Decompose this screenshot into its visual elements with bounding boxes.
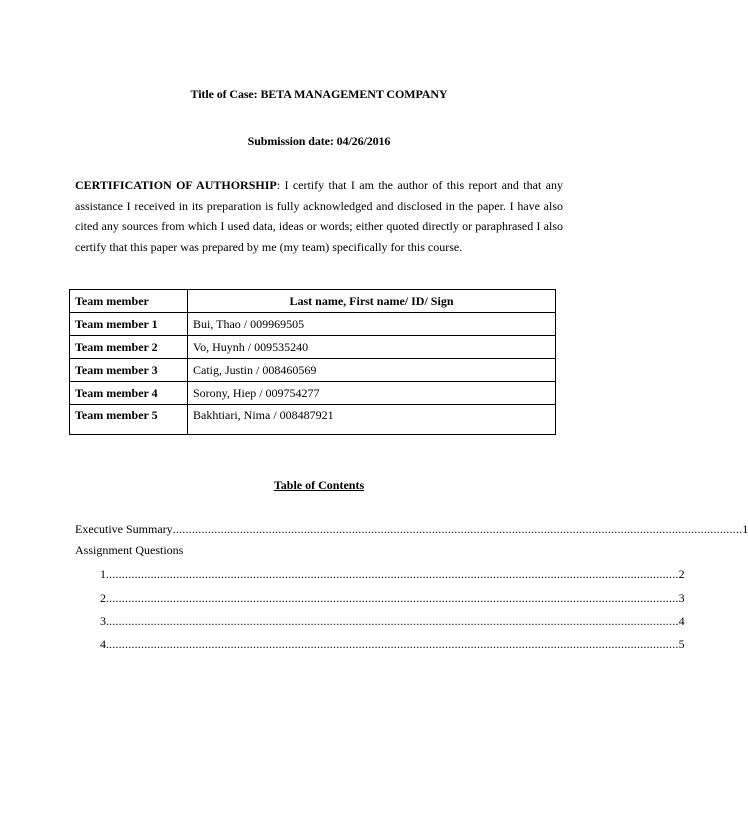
toc-entry-page: 5 <box>678 637 685 651</box>
table-row <box>70 336 556 359</box>
team-member-label: Team member 2 <box>70 336 188 359</box>
toc-entry-label: 3. <box>100 614 109 628</box>
toc-entry-label: 4. <box>100 637 109 651</box>
toc-entry-label: 2. <box>100 591 109 605</box>
team-member-label: Team member 3 <box>70 359 188 382</box>
toc-entry-executive-summary[interactable] <box>75 522 748 538</box>
team-table-header-row <box>70 290 556 313</box>
certification-paragraph <box>75 175 563 257</box>
team-member-info: Bui, Thao / 009969505 <box>188 313 556 336</box>
team-member-label: Team member 5 <box>70 405 188 435</box>
toc-entry-assignment-questions[interactable]: Assignment Questions <box>75 543 184 557</box>
team-table <box>69 289 556 435</box>
toc-entry-label: 1. <box>100 567 109 581</box>
toc-dot-leader: .................................................................................................................................................................................. <box>109 614 679 628</box>
toc-entry-page: 2 <box>678 567 685 581</box>
case-title: Title of Case: BETA MANAGEMENT COMPANY <box>190 87 448 101</box>
table-row <box>70 405 556 435</box>
certification-heading: CERTIFICATION OF AUTHORSHIP <box>75 178 277 192</box>
submission-date: Submission date: 04/26/2016 <box>247 134 391 148</box>
toc-entry-question-1[interactable] <box>100 567 685 583</box>
team-member-info: Catig, Justin / 008460569 <box>188 359 556 382</box>
team-member-label: Team member 1 <box>70 313 188 336</box>
toc-title: Table of Contents <box>273 478 365 492</box>
team-table-header-info: Last name, First name/ ID/ Sign <box>188 290 556 313</box>
toc-entry-page: 3 <box>678 591 685 605</box>
certification-text: : I certify that I am the author of this report and that any assistance I received in its preparation is fully acknowledged and disclosed in the paper. I have also cited any sources from which I used data, ideas or words; either quoted directly or paraphrased I also certify that this paper was prepared by me (my team) specifically for this course. <box>75 178 563 254</box>
table-row <box>70 359 556 382</box>
table-row <box>70 382 556 405</box>
toc-dot-leader: .................................................................................................................................................................................. <box>172 522 743 536</box>
toc-entry-page: 1 <box>742 522 748 536</box>
toc-entry-question-2[interactable] <box>100 591 685 607</box>
team-member-info: Vo, Huynh / 009535240 <box>188 336 556 359</box>
team-table-header-member: Team member <box>70 290 188 313</box>
team-member-label: Team member 4 <box>70 382 188 405</box>
toc-entry-question-3[interactable] <box>100 614 685 630</box>
table-row <box>70 313 556 336</box>
toc-dot-leader: .................................................................................................................................................................................. <box>109 637 679 651</box>
toc-entry-question-4[interactable] <box>100 637 685 653</box>
toc-entry-page: 4 <box>678 614 685 628</box>
toc-dot-leader: .................................................................................................................................................................................. <box>109 567 679 581</box>
team-member-info: Bakhtiari, Nima / 008487921 <box>188 405 556 435</box>
team-member-info: Sorony, Hiep / 009754277 <box>188 382 556 405</box>
toc-dot-leader: .................................................................................................................................................................................. <box>109 591 679 605</box>
toc-entry-label: Executive Summary <box>75 522 173 536</box>
